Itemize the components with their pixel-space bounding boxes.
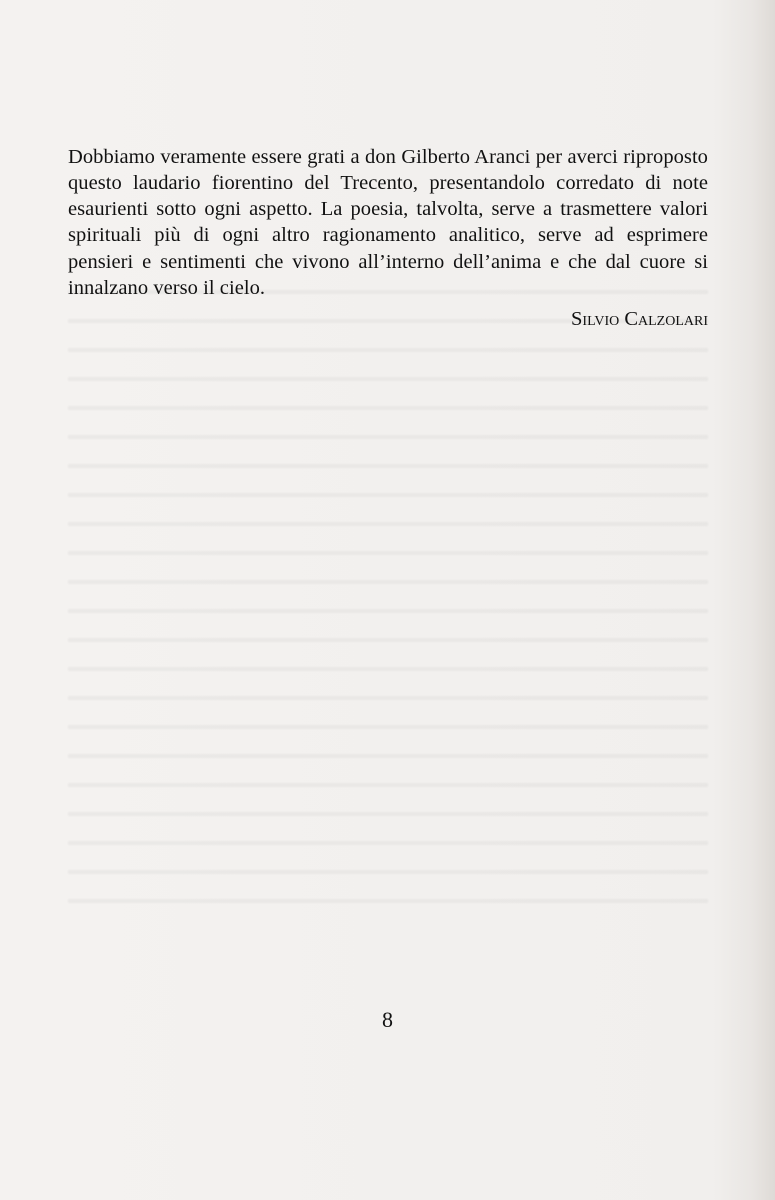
body-paragraph: Dobbiamo veramente essere grati a don Gilberto Aranci per averci riproposto questo laudario fiorentino del Trecento, presentandolo corredato di note esaurienti sotto ogni aspetto. La poesia, talvolta, serve a trasmettere valori spirituali più di ogni altro ragionamento analitico, serve ad esprimere pensieri e sentimenti che vivono all’interno dell’anima e che dal cuore si innalzano verso il cielo. — [68, 145, 708, 299]
page-number: 8 — [382, 1007, 393, 1032]
author-signature: Silvio Calzolari — [571, 308, 708, 330]
show-through-shadow — [68, 272, 708, 912]
